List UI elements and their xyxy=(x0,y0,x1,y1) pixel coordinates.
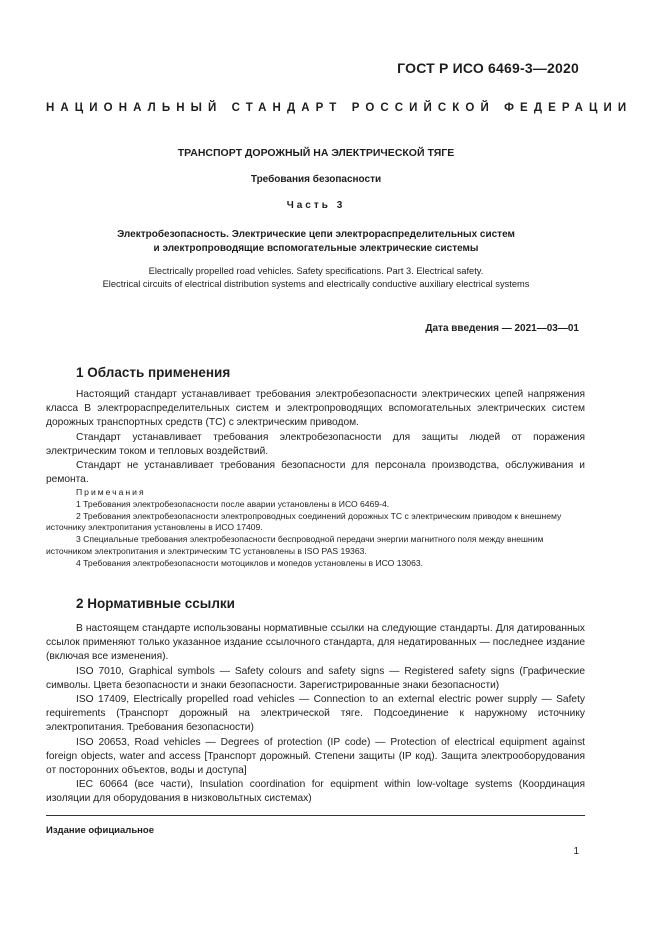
document-title: ТРАНСПОРТ ДОРОЖНЫЙ НА ЭЛЕКТРИЧЕСКОЙ ТЯГЕ xyxy=(177,147,455,159)
note-item: 3 Специальные требования электробезопасности беспроводной передачи энергии магнитного поля между внешним источником электропитания и электрическим ТС установлены в ISO PAS 19363. xyxy=(46,534,544,556)
paragraph: Стандарт устанавливает требования электробезопасности для защиты людей от поражения электрическим током и тепловых воздействий. xyxy=(46,431,585,457)
note-item: 2 Требования электробезопасности электропроводных соединений дорожных ТС с электрическим приводом к внешнему источнику электропитания установлены в ИСО 17409. xyxy=(46,510,562,533)
paragraph: В настоящем стандарте использованы нормативные ссылки на следующие стандарты. Для датированных ссылок применяют только указанное издание ссылочного стандарта, для недатированных — последнее издание (включая все изменения). xyxy=(46,623,585,663)
english-title-line: Electrical circuits of electrical distribution systems and electrically conductive auxiliary electrical systems xyxy=(102,279,530,289)
official-edition-label: Издание официальное xyxy=(46,825,154,836)
english-title-line: Electrically propelled road vehicles. Safety specifications. Part 3. Electrical safety. xyxy=(148,266,484,276)
note-item: 1 Требования электробезопасности после аварии установлены в ИСО 6469-4. xyxy=(76,498,390,509)
section-2-body xyxy=(46,622,585,807)
document-subtitle: Требования безопасности xyxy=(250,174,382,185)
part-title-line: и электропроводящие вспомогательные электрические системы xyxy=(153,243,479,254)
section-1-heading: 1 Область применения xyxy=(76,365,231,380)
notes-heading: Примечания xyxy=(76,487,146,497)
note-item: 4 Требования электробезопасности мотоциклов и мопедов установлены в ИСО 13063. xyxy=(76,557,424,568)
paragraph: Настоящий стандарт устанавливает требования электробезопасности электрических цепей напряжения класса В электрораспределительных систем и электропроводящих вспомогательных электрических систем дорожных транспортных средств (ТС) с электрическим приводом. xyxy=(46,389,585,429)
part-label: Часть 3 xyxy=(286,200,346,211)
page-number: 1 xyxy=(573,846,579,857)
footer-divider xyxy=(46,815,585,816)
national-standard-banner: НАЦИОНАЛЬНЫЙ СТАНДАРТ РОССИЙСКОЙ ФЕДЕРАЦИИ xyxy=(46,102,633,114)
reference-item: ISO 7010, Graphical symbols — Safety colours and safety signs — Registered safety signs (Графические символы. Цвета безопасности и знаки безопасности. Зарегистрированные знаки безопасности) xyxy=(46,665,585,691)
part-title-line: Электробезопасность. Электрические цепи электрораспределительных систем xyxy=(117,229,515,240)
paragraph: Стандарт не устанавливает требования безопасности для персонала производства, обслуживания и ремонта. xyxy=(46,460,585,486)
reference-item: IEC 60664 (все части), Insulation coordination for equipment within low-voltage systems (Координация изоляции для оборудования в низковольтных системах) xyxy=(46,779,585,805)
reference-item: ISO 17409, Electrically propelled road vehicles — Connection to an external electric power supply — Safety requirements (Транспорт дорожный на электрической тяге. Подсоединение к наружному источнику электропитания. Требования безопасности) xyxy=(46,694,585,734)
part-title xyxy=(46,228,586,256)
introduction-date: Дата введения — 2021—03—01 xyxy=(425,323,579,334)
standard-id: ГОСТ Р ИСО 6469-3—2020 xyxy=(397,60,579,76)
reference-item: ISO 20653, Road vehicles — Degrees of protection (IP code) — Protection of electrical equipment against foreign objects, water and access [Транспорт дорожный. Степени защиты (IP код). Защита электрооборудования от посторонних объектов, воды и доступа] xyxy=(46,736,585,777)
english-title xyxy=(46,265,586,291)
section-1-body xyxy=(46,388,585,487)
notes-block xyxy=(46,487,585,570)
section-2-heading: 2 Нормативные ссылки xyxy=(76,596,235,611)
